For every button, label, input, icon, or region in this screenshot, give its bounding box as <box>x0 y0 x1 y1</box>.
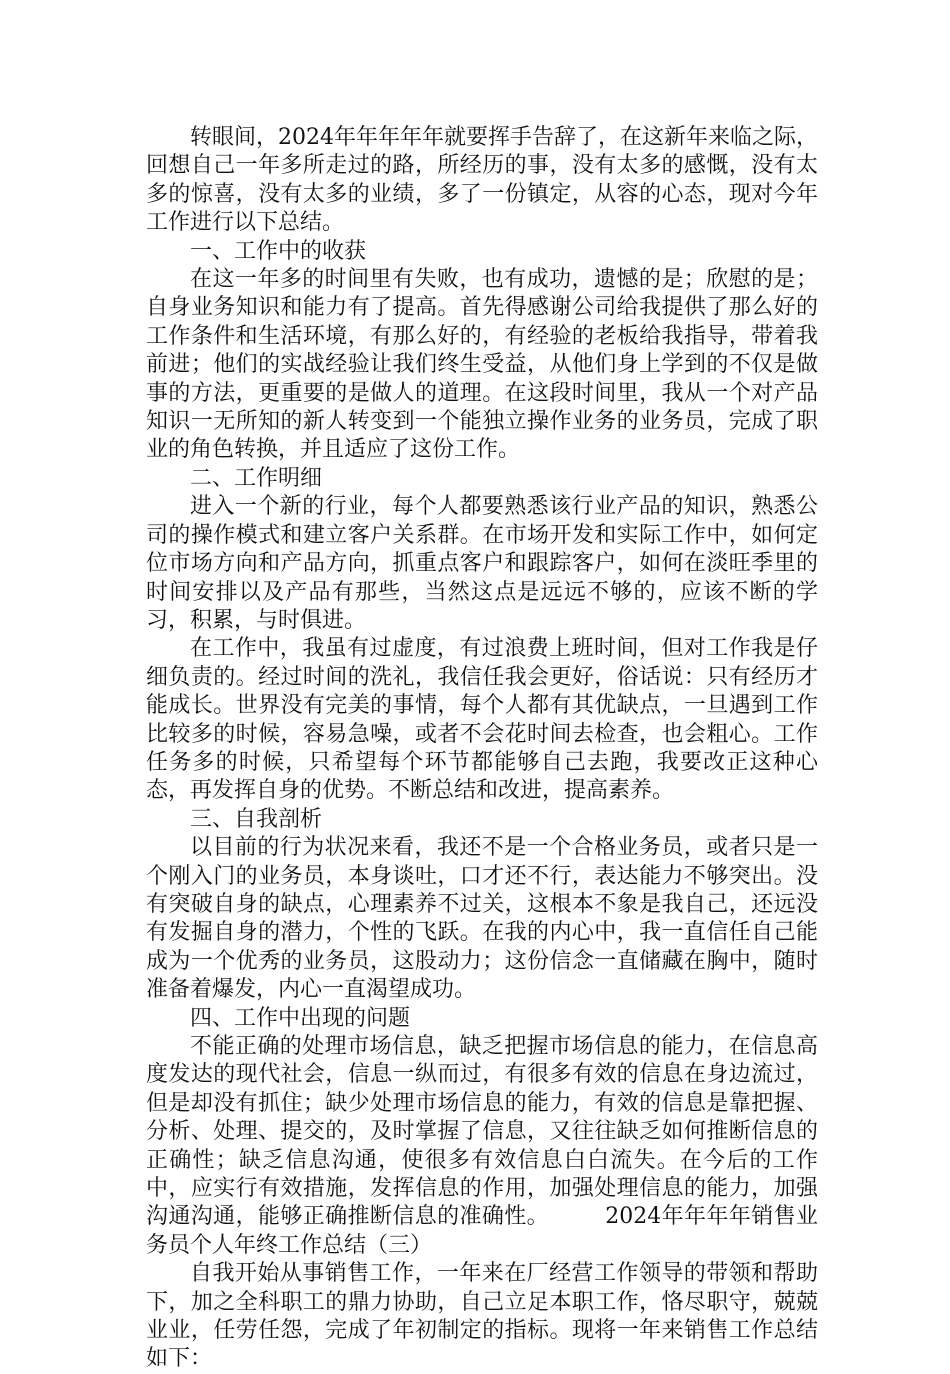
paragraph-problems: 不能正确的处理市场信息，缺乏把握市场信息的能力，在信息高度发达的现代社会，信息一纵而过，有很多有效的信息在身边流过，但是却没有抓住；缺少处理市场信息的能力，有效的信息是靠把握、分析、处理、提交的，及时掌握了信息，又往往缺乏如何推断信息的正确性；缺乏信息沟通，使很多有效信息白白流失。在今后的工作中，应实行有效措施，发挥信息的作用，加强处理信息的能力，加强沟通沟通，能够正确推断信息的准确性。 2024年年年年销售业务员个人年终工作总结（三） <box>146 1034 818 1258</box>
heading-section-2: 二、工作明细 <box>190 465 323 491</box>
heading-section-4: 四、工作中出现的问题 <box>190 1005 411 1031</box>
heading-section-1: 一、工作中的收获 <box>190 238 367 264</box>
paragraph-intro: 转眼间，2024年年年年年就要挥手告辞了，在这新年来临之际，回想自己一年多所走过的路，所经历的事，没有太多的感慨，没有太多的惊喜，没有太多的业绩，多了一份镇定，从容的心态，现对今年工作进行以下总结。 <box>146 125 818 236</box>
paragraph-sales-summary: 自我开始从事销售工作，一年来在厂经营工作领导的带领和帮助下，加之全科职工的鼎力协助，自己立足本职工作，恪尽职守，兢兢业业，任劳任怨，完成了年初制定的指标。现将一年来销售工作总结如下： <box>146 1261 818 1372</box>
paragraph-details-2: 在工作中，我虽有过虚度，有过浪费上班时间，但对工作我是仔细负责的。经过时间的洗礼，我信任我会更好，俗话说：只有经历才能成长。世界没有完美的事情，每个人都有其优缺点，一旦遇到工作比较多的时候，容易急噪，或者不会花时间去检查，也会粗心。工作任务多的时候，只希望每个环节都能够自己去跑，我要改正这种心态，再发挥自身的优势。不断总结和改进，提高素养。 <box>146 636 818 804</box>
paragraph-self-analysis: 以目前的行为状况来看，我还不是一个合格业务员，或者只是一个刚入门的业务员，本身谈吐，口才还不行，表达能力不够突出。没有突破自身的缺点，心理素养不过关，这根本不象是我自己，还远没有发掘自身的潜力，个性的飞跃。在我的内心中，我一直信任自己能成为一个优秀的业务员，这股动力；这份信念一直储藏在胸中，随时准备着爆发，内心一直渴望成功。 <box>146 835 818 1003</box>
heading-section-3: 三、自我剖析 <box>190 806 323 832</box>
document-body <box>146 124 818 1374</box>
paragraph-details-1: 进入一个新的行业，每个人都要熟悉该行业产品的知识，熟悉公司的操作模式和建立客户关系群。在市场开发和实际工作中，如何定位市场方向和产品方向，抓重点客户和跟踪客户，如何在淡旺季里的时间安排以及产品有那些，当然这点是远远不够的，应该不断的学习，积累，与时俱进。 <box>146 494 818 633</box>
paragraph-gains: 在这一年多的时间里有失败，也有成功，遗憾的是；欣慰的是；自身业务知识和能力有了提高。首先得感谢公司给我提供了那么好的工作条件和生活环境，有那么好的，有经验的老板给我指导，带着我前进；他们的实战经验让我们终生受益，从他们身上学到的不仅是做事的方法，更重要的是做人的道理。在这段时间里，我从一个对产品知识一无所知的新人转变到一个能独立操作业务的业务员，完成了职业的角色转换，并且适应了这份工作。 <box>146 267 818 463</box>
